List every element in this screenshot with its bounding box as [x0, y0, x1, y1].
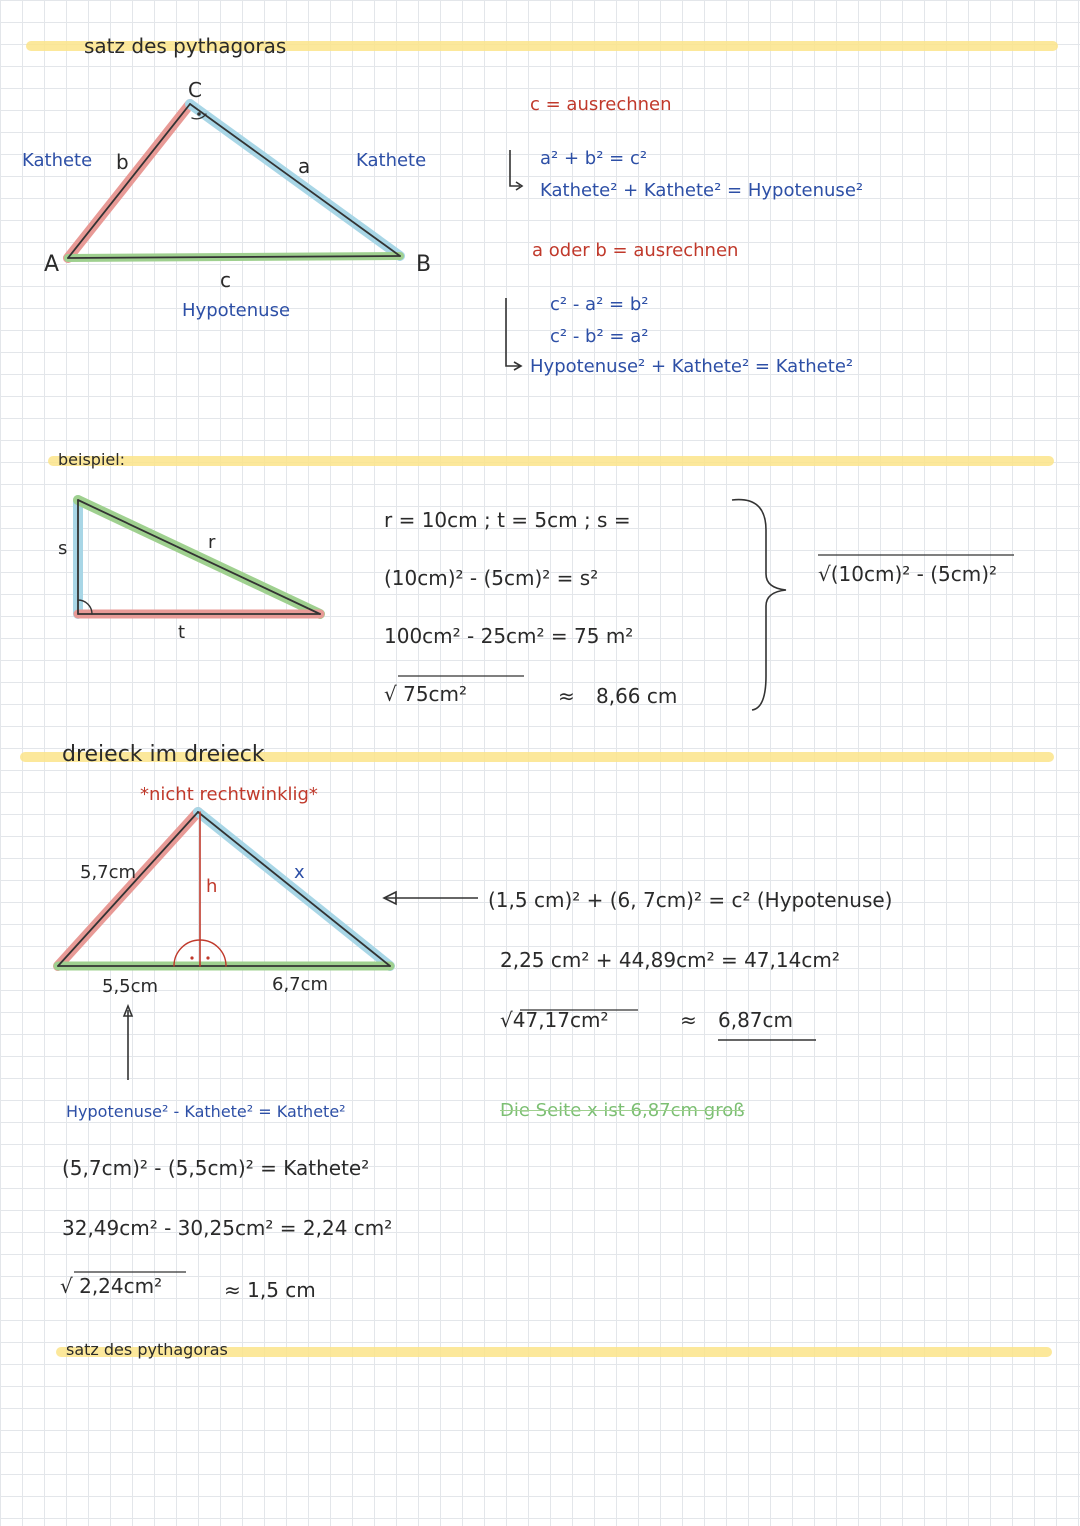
curly-brace [732, 500, 786, 710]
side-b-label: b [116, 150, 129, 174]
formula-eq1-words: Kathete² + Kathete² = Hypotenuse² [540, 180, 864, 201]
example-step3-result: 8,66 cm [596, 684, 678, 708]
example-step2: 100cm² - 25cm² = 75 m² [384, 624, 634, 648]
tri3-label-left: 5,7cm [80, 862, 137, 883]
tri3-label-base-right: 6,7cm [272, 974, 329, 995]
arrow-up-icon [124, 1006, 132, 1080]
section3-step1: (5,7cm)² - (5,5cm)² = Kathete² [62, 1156, 370, 1180]
vertex-b-label: B [416, 252, 432, 277]
formula-heading-ab: a oder b = ausrechnen [532, 240, 739, 261]
section3-rule: Hypotenuse² - Kathete² = Kathete² [66, 1102, 346, 1121]
tri3-label-x: x [294, 862, 305, 883]
footer-title: satz des pythagoras [66, 1340, 228, 1359]
formula-brackets [506, 150, 522, 370]
example-step3-root: √ 75cm² [384, 682, 468, 706]
side-c-label: c [220, 268, 231, 292]
kathete-right-label: Kathete [356, 150, 427, 171]
triangle-2 [78, 500, 320, 614]
section3-calc1: (1,5 cm)² + (6, 7cm)² = c² (Hypotenuse) [488, 888, 893, 912]
section3-calc3-approx: ≈ [680, 1008, 697, 1032]
formula-eq2: c² - a² = b² [550, 294, 649, 315]
section3-calc3-result: 6,87cm [718, 1008, 794, 1032]
formula-eq3-words: Hypotenuse² + Kathete² = Kathete² [530, 356, 854, 377]
triangle-3 [58, 812, 390, 966]
example-step1: (10cm)² - (5cm)² = s² [384, 566, 599, 590]
example-label-t: t [178, 622, 186, 643]
tri3-label-base-left: 5,5cm [102, 976, 159, 997]
kathete-left-label: Kathete [22, 150, 93, 171]
section3-step2: 32,49cm² - 30,25cm² = 2,24 cm² [62, 1216, 393, 1240]
vertex-a-label: A [44, 252, 60, 277]
tri3-label-h: h [206, 876, 218, 897]
triangle-1 [68, 104, 400, 258]
page-title: satz des pythagoras [84, 34, 287, 58]
section3-conclusion: Die Seite x ist 6,87cm groß [500, 1100, 745, 1121]
formula-eq3: c² - b² = a² [550, 326, 649, 347]
arrow-left-icon [384, 892, 478, 904]
example-heading: beispiel: [58, 450, 126, 469]
example-step3-approx: ≈ [558, 684, 575, 708]
section3-step3-root: √ 2,24cm² [60, 1274, 163, 1298]
section3-heading: dreieck im dreieck [62, 742, 265, 767]
formula-eq1: a² + b² = c² [540, 148, 648, 169]
section3-calc3-root: √47,17cm² [500, 1008, 609, 1032]
vertex-c-label: C [188, 78, 202, 102]
section3-note: *nicht rechtwinklig* [140, 784, 318, 805]
formula-heading-c: c = ausrechnen [530, 94, 672, 115]
example-label-s: s [58, 538, 68, 559]
side-a-label: a [298, 154, 311, 178]
hypotenuse-label: Hypotenuse [182, 300, 291, 321]
example-label-r: r [208, 532, 216, 553]
section3-step3-result: ≈ 1,5 cm [224, 1278, 316, 1302]
section3-calc2: 2,25 cm² + 44,89cm² = 47,14cm² [500, 948, 840, 972]
example-summary: √(10cm)² - (5cm)² [818, 562, 998, 586]
example-given: r = 10cm ; t = 5cm ; s = [384, 508, 631, 532]
